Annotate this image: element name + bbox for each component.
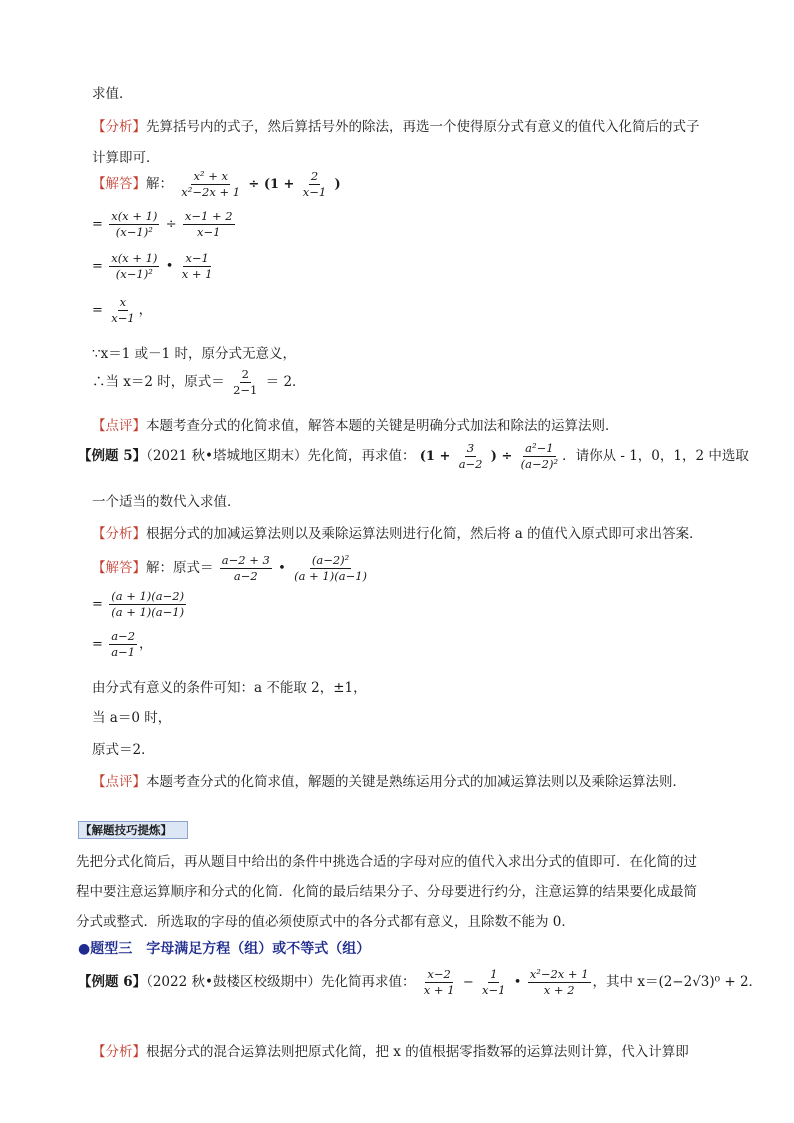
example-5-line-2: 一个适当的数代入求值．: [92, 494, 241, 510]
analysis-tag: 【分析】: [92, 119, 146, 135]
example-6-header: 【例题 6】（2022 秋•鼓楼区校级期中）先化简再求值： $\frac{x-2}{x + 1}$ − $\frac{1}{x-1}$ • $\frac{\text{x²−2x + 1}}{x + 2}$ ，其中 x＝(2−2√3)⁰ + 2．: [78, 967, 763, 997]
fraction: $\frac{1}{x-1}$: [482, 967, 506, 997]
equals-sign: =: [92, 217, 103, 232]
fraction: $\frac{3}{a-2}$: [458, 441, 483, 471]
when-line: 当 a＝0 时，: [92, 710, 172, 726]
step-line: [92, 296, 152, 325]
tip-line: 程中要注意运算顺序和分式的化简．化简的最后结果分子、分母要进行约分，注意运算的结果要化成最简: [76, 884, 697, 900]
analysis-tag: 【分析】: [92, 526, 146, 542]
fraction: $\frac{x(x + 1)}{\text{(x−1)²}}$: [111, 209, 158, 239]
comma: ，: [138, 302, 153, 318]
fraction: $\frac{x-2}{x + 1}$: [423, 967, 455, 997]
fraction: $\frac{a-2}{a-1}$: [111, 629, 136, 659]
fraction: $\frac{2}{2-1}$: [233, 367, 258, 397]
comment-line: 【点评】本题考查分式的化简求值，解答本题的关键是明确分式加法和除法的运算法则．: [92, 418, 619, 434]
comment-tag: 【点评】: [92, 418, 146, 434]
answer-tag: 【解答】: [92, 176, 146, 192]
fraction: $\frac{\text{x²−2x + 1}}{x + 2}$: [529, 967, 589, 997]
fraction: $\frac{\text{a²−1}}{\text{(a−2)²}}$: [520, 441, 559, 471]
fraction: $\frac{(a + 1)(a-2)}{(a + 1)(a-1)}$: [111, 589, 185, 619]
answer-line: 【解答】解：原式＝ $\frac{a-2 + 3}{a-2}$ • $\frac{\text{(a−2)²}}{(a + 1)(a-1)}$: [92, 553, 368, 583]
fraction: $\frac{\text{(a−2)²}}{(a + 1)(a-1)}$: [294, 553, 368, 583]
equals-sign: =: [92, 259, 103, 274]
example-5-header: 【例题 5】（2021 秋•塔城地区期末）先化简，再求值： (1 + $\frac{3}{a-2}$ ) ÷ $\frac{\text{a²−1}}{\text{(a−2)²}}$ ．请你从 - 1，0，1，2 中选取: [78, 441, 749, 471]
comma: ，: [139, 636, 153, 652]
example-label: 【例题 6】: [78, 974, 147, 990]
therefore-line: ∴当 x＝2 时，原式＝ $\frac{2}{2-1}$ ＝ 2．: [92, 367, 306, 397]
example-source: （2021 秋•塔城地区期末）先化简，再求值：: [146, 448, 416, 464]
text-line: 求值．: [92, 86, 133, 102]
answer-tag: 【解答】: [92, 560, 146, 576]
operator: •: [165, 259, 174, 274]
operator: ÷: [165, 217, 177, 232]
division-expression: ÷ (1 +: [248, 177, 295, 192]
close-paren: ): [334, 177, 341, 192]
step-line: [92, 590, 188, 619]
equals-sign: =: [92, 597, 103, 612]
because-line: ∵x＝1 或－1 时，原分式无意义，: [92, 346, 296, 362]
fraction: $\frac{\text{x² + x}}{\text{x²−2x + 1}}$: [181, 169, 241, 199]
fraction: $\frac{x-1 + 2}{x-1}$: [184, 209, 233, 239]
step-line: [92, 630, 153, 659]
fraction: $\frac{x(x + 1)}{\text{(x−1)²}}$: [111, 251, 158, 281]
analysis-tag: 【分析】: [92, 1044, 146, 1060]
example-label: 【例题 5】: [78, 448, 147, 464]
step-line: [92, 210, 237, 239]
fraction: $\frac{x-1}{x + 1}$: [181, 251, 213, 281]
tip-title: 【解题技巧提炼】: [80, 823, 172, 837]
example-source: （2022 秋•鼓楼区校级期中）先化简再求值：: [146, 974, 416, 990]
answer-prefix: 解：: [146, 176, 173, 192]
analysis-line: 【分析】根据分式的混合运算法则把原式化简，把 x 的值根据零指数幂的运算法则计算，代入计算即: [92, 1044, 689, 1060]
analysis-line-2: 计算即可．: [92, 150, 160, 166]
fraction: $\frac{x}{x-1}$: [111, 295, 135, 325]
comment-tag: 【点评】: [92, 774, 146, 790]
result-line: 原式＝2．: [92, 742, 155, 758]
tip-line: 分式或整式．所选取的字母的值必须使原式中的各分式都有意义，且除数不能为 0．: [76, 914, 575, 930]
operator: •: [278, 561, 286, 576]
analysis-line: [92, 115, 700, 135]
equals-sign: =: [92, 637, 103, 652]
step-line: [92, 252, 216, 281]
answer-line: [92, 170, 341, 199]
fraction: $\frac{a-2 + 3}{a-2}$: [221, 553, 270, 583]
section-title: ●题型三 字母满足方程（组）或不等式（组）: [78, 941, 371, 957]
analysis-text: 先算括号内的式子，然后算括号外的除法，再选一个使得原分式有意义的值代入化简后的式子: [146, 119, 700, 135]
equals-sign: =: [92, 303, 103, 318]
fraction: $\frac{2}{x-1}$: [302, 169, 327, 199]
analysis-line: 【分析】根据分式的加减运算法则以及乘除运算法则进行化简，然后将 a 的值代入原式即可求出答案．: [92, 526, 703, 542]
tip-line: 先把分式化简后，再从题目中给出的条件中挑选合适的字母对应的值代入求出分式的值即可．在化简的过: [76, 854, 697, 870]
condition-line: 由分式有意义的条件可知：a 不能取 2，±1，: [92, 680, 367, 696]
comment-line: 【点评】本题考查分式的化简求值，解题的关键是熟练运用分式的加减运算法则以及乘除运算法则．: [92, 774, 686, 790]
